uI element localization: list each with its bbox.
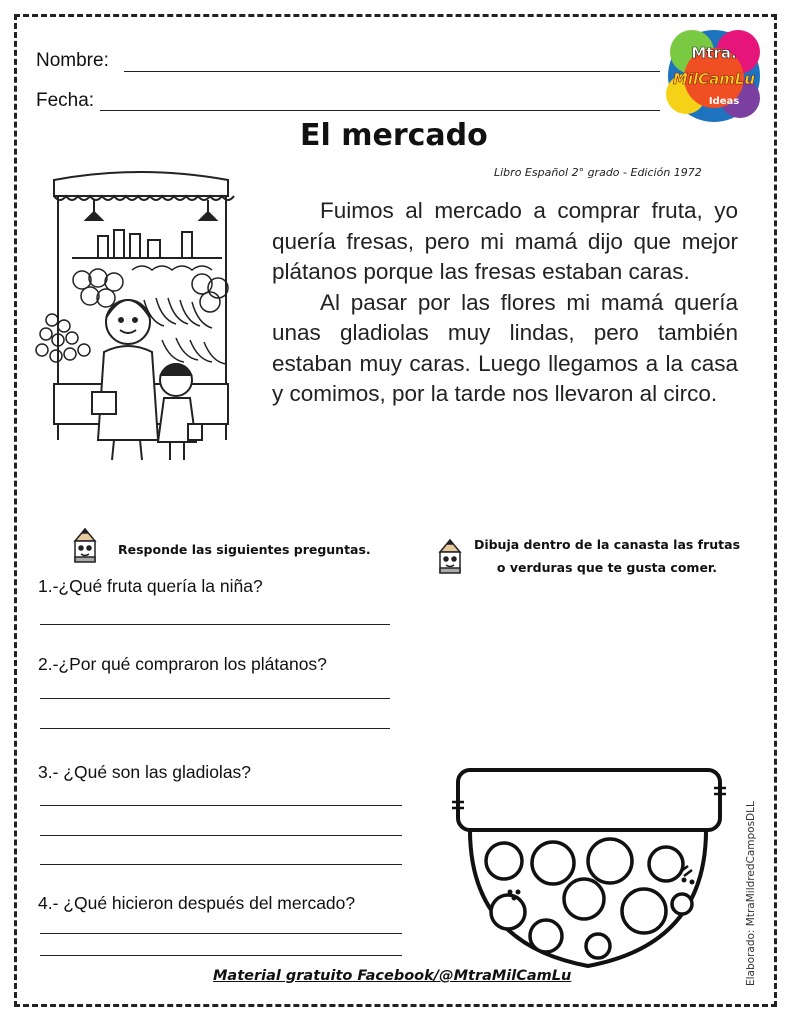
basket-drawing-area[interactable] — [448, 766, 728, 976]
date-field[interactable] — [100, 110, 660, 111]
source-note: Libro Español 2° grado - Edición 1972 — [494, 166, 702, 179]
name-field[interactable] — [124, 71, 660, 72]
drawing-instruction-line1: Dibuja dentro de la canasta las frutas — [473, 537, 741, 552]
question-3: 3.- ¿Qué son las gladiolas? — [38, 762, 252, 782]
date-label: Fecha: — [36, 90, 95, 111]
answer-line[interactable] — [40, 955, 402, 956]
logo-line2: MilCamLu — [672, 70, 756, 88]
question-2: 2.-¿Por qué compraron los plátanos? — [38, 654, 327, 674]
story-text — [272, 196, 738, 410]
name-label: Nombre: — [36, 50, 109, 71]
answer-line[interactable] — [40, 624, 390, 625]
answer-line[interactable] — [40, 805, 402, 806]
pencil-icon — [437, 538, 463, 576]
pencil-icon — [72, 527, 98, 565]
page-title: El mercado — [300, 118, 488, 153]
author-credit: Elaborado: MtraMildredCamposDLL — [745, 801, 757, 986]
footer-text: Material gratuito Facebook/@MtraMilCamLu — [213, 968, 572, 984]
story-paragraph-2: Al pasar por las flores mi mamá quería unas gladiolas muy lindas, pero también estaban muy caras. Luego llegamos a la casa y comimos, por la tarde nos llevaron al circo. — [272, 289, 738, 406]
question-1: 1.-¿Qué fruta quería la niña? — [38, 576, 263, 596]
question-4: 4.- ¿Qué hicieron después del mercado? — [38, 893, 356, 913]
answer-line[interactable] — [40, 933, 402, 934]
logo-line3: Ideas — [708, 96, 740, 107]
logo-line1: Mtra. — [691, 44, 737, 62]
answer-line[interactable] — [40, 698, 390, 699]
drawing-instruction-line2: o verduras que te gusta comer. — [496, 560, 718, 575]
logo — [662, 24, 766, 128]
story-paragraph-1: Fuimos al mercado a comprar fruta, yo quería fresas, pero mi mamá dijo que mejor plátanos porque las fresas estaban caras. — [272, 198, 738, 284]
drawing-instruction — [468, 533, 746, 579]
market-illustration — [32, 170, 248, 466]
answer-line[interactable] — [40, 728, 390, 729]
answer-line[interactable] — [40, 835, 402, 836]
answer-line[interactable] — [40, 864, 402, 865]
questions-instruction: Responde las siguientes preguntas. — [118, 542, 371, 557]
